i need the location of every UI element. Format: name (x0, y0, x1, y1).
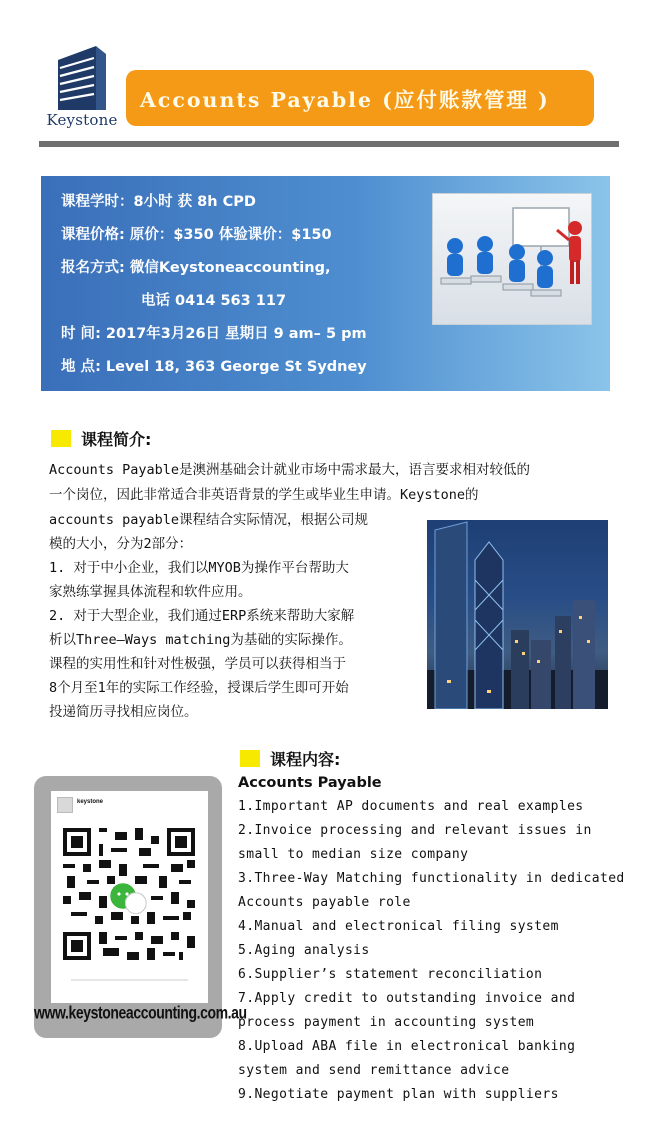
content-line: 9.Negotiate payment plan with suppliers (238, 1087, 559, 1102)
heading-marker (240, 750, 260, 767)
intro-line: 一个岗位，因此非常适合非英语背景的学生或毕业生申请。Keystone的 (49, 487, 479, 503)
intro-line: 模的大小，分为2部分： (49, 536, 193, 552)
course-time (61, 322, 367, 343)
website-url[interactable]: www.keystoneaccounting.com.au (34, 1002, 247, 1022)
content-line: 1.Important AP documents and real examples (238, 799, 584, 814)
intro-line: 2. 对于大型企业，我们通过ERP系统来帮助大家解 (49, 608, 355, 624)
content-line: 3.Three-Way Matching functionality in dedicated (238, 871, 625, 886)
location-value: : Level 18, 363 George St Sydney (95, 359, 367, 375)
time-label: 时 间 (61, 326, 96, 342)
content-line: 7.Apply credit to outstanding invoice and (238, 991, 576, 1006)
content-line: 2.Invoice processing and relevant issues in (238, 823, 592, 838)
content-heading-text: 课程内容: (270, 750, 341, 769)
intro-line: 析以Three–Ways matching为基础的实际操作。 (49, 632, 352, 648)
training-illustration (432, 193, 592, 325)
page-title: Accounts Payable (应付账款管理 ) (140, 88, 550, 112)
intro-line: Accounts Payable是澳洲基础会计就业市场中需求最大，语言要求相对较低的 (49, 462, 531, 478)
city-skyline-image (427, 520, 608, 709)
heading-marker (51, 430, 71, 447)
course-signup: 报名方式: 微信Keystoneaccounting, (61, 260, 331, 276)
header-divider (39, 141, 619, 147)
intro-heading-text: 课程简介: (81, 430, 152, 449)
course-phone: 电话 0414 563 117 (141, 293, 287, 309)
wechat-qr-card (34, 776, 247, 1038)
intro-line: accounts payable课程结合实际情况，根据公司规 (49, 512, 369, 528)
qr-code[interactable] (63, 827, 195, 961)
qr-panel (51, 791, 208, 1003)
avatar (57, 797, 73, 813)
title-banner (126, 70, 594, 126)
course-hours: 课程学时：8小时 获 8h CPD (61, 194, 256, 210)
content-line: 6.Supplier’s statement reconciliation (238, 967, 543, 982)
content-line: 8.Upload ABA file in electronical banking (238, 1039, 576, 1054)
content-line: small to median size company (238, 847, 469, 862)
intro-line: 1. 对于中小企业，我们以MYOB为操作平台帮助大 (49, 560, 349, 576)
intro-line: 投递简历寻找相应岗位。 (49, 704, 198, 720)
content-line: system and send remittance advice (238, 1063, 510, 1078)
content-subheading: Accounts Payable (238, 775, 382, 791)
intro-line: 家熟练掌握具体流程和软件应用。 (49, 584, 252, 600)
qr-profile-name: keystone (77, 799, 104, 805)
time-value: : 2017年3月26日 星期日 9 am– 5 pm (95, 326, 367, 342)
course-price: 课程价格: 原价：$350 体验课价：$150 (61, 227, 332, 243)
content-line: process payment in accounting system (238, 1015, 535, 1030)
intro-line: 课程的实用性和针对性极强，学员可以获得相当于 (49, 656, 346, 672)
content-heading (240, 747, 340, 770)
content-line: Accounts payable role (238, 895, 411, 910)
intro-line: 8个月至1年的实际工作经验，授课后学生即可开始 (49, 680, 349, 696)
course-location (61, 355, 367, 376)
location-label: 地 点 (61, 359, 96, 375)
content-line: 4.Manual and electronical filing system (238, 919, 559, 934)
intro-heading (51, 427, 151, 450)
content-line: 5.Aging analysis (238, 943, 370, 958)
qr-caption-line (71, 979, 188, 981)
logo-text: Keystone (46, 111, 118, 129)
